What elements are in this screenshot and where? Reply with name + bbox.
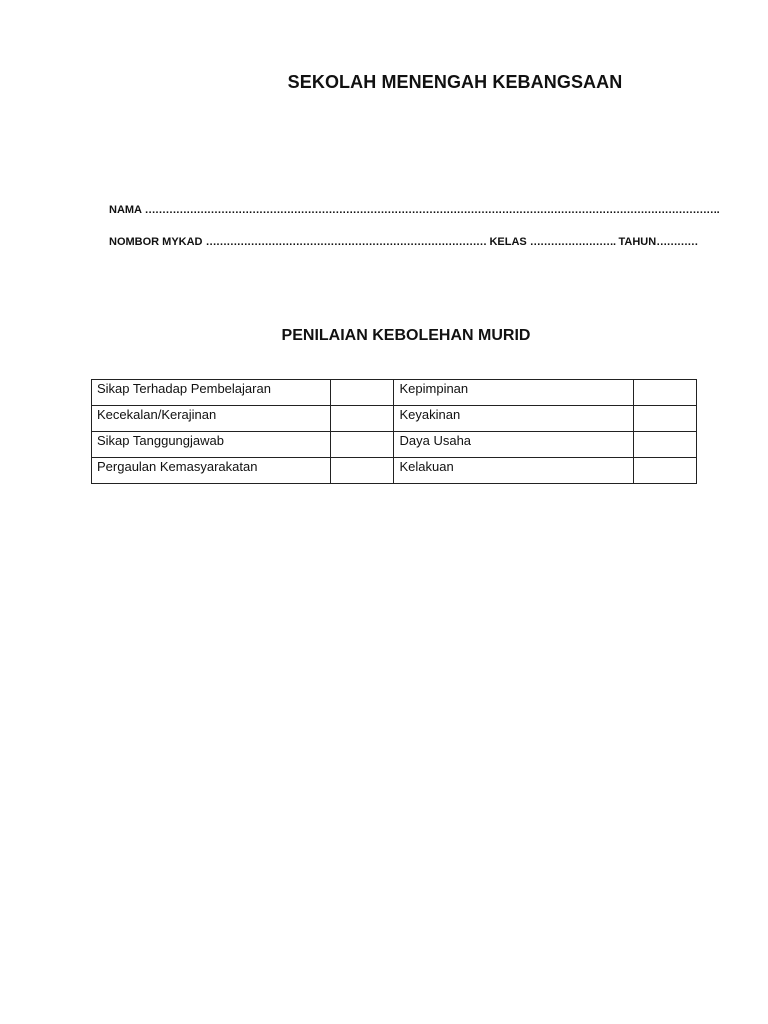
criterion-label: Sikap Terhadap Pembelajaran	[92, 380, 331, 406]
table-row	[92, 406, 697, 432]
school-title: SEKOLAH MENENGAH KEBANGSAAN	[287, 72, 623, 92]
criterion-score-cell	[633, 406, 696, 432]
assessment-table	[91, 379, 697, 484]
mykad-field-line	[109, 236, 698, 248]
mykad-blank: ………………………………………………………………………	[205, 236, 487, 248]
tahun-blank: …………	[656, 236, 698, 248]
criterion-label: Pergaulan Kemasyarakatan	[92, 458, 331, 484]
criterion-label: Kepimpinan	[394, 380, 633, 406]
criterion-score-cell	[331, 380, 394, 406]
tahun-label: TAHUN	[618, 236, 657, 248]
criterion-label: Daya Usaha	[394, 432, 633, 458]
table-row	[92, 380, 697, 406]
name-blank: ………………………………………………………………………………………………………………………………………………….	[144, 204, 720, 216]
kelas-label: KELAS	[489, 236, 527, 248]
criterion-score-cell	[331, 406, 394, 432]
criterion-label: Sikap Tanggungjawab	[92, 432, 331, 458]
assessment-title: PENILAIAN KEBOLEHAN MURID	[281, 327, 531, 344]
table-row	[92, 458, 697, 484]
criterion-score-cell	[633, 432, 696, 458]
name-field-line	[109, 204, 719, 216]
kelas-blank: …………………….	[529, 236, 616, 248]
table-row	[92, 432, 697, 458]
criterion-label: Kelakuan	[394, 458, 633, 484]
criterion-score-cell	[331, 432, 394, 458]
name-label: NAMA	[109, 204, 142, 216]
criterion-score-cell	[633, 458, 696, 484]
criterion-score-cell	[633, 380, 696, 406]
criterion-label: Keyakinan	[394, 406, 633, 432]
criterion-score-cell	[331, 458, 394, 484]
mykad-label: NOMBOR MYKAD	[109, 236, 203, 248]
criterion-label: Kecekalan/Kerajinan	[92, 406, 331, 432]
